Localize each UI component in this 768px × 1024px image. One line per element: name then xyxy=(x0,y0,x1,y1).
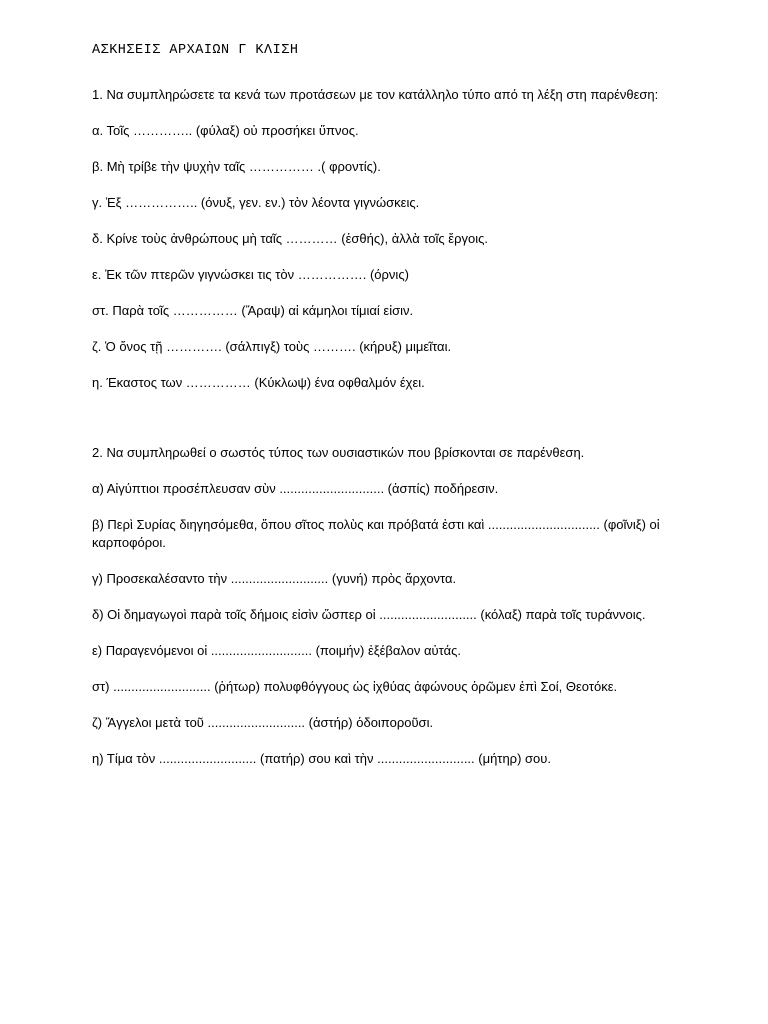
exercise-2-item-d: δ) Οἱ δημαγωγοὶ παρὰ τοῖς δήμοις εἰσὶν ὥσπερ οἱ ........................... (κόλαξ) παρὰ τοῖς τυράννοις. xyxy=(92,607,646,622)
exercise-1-item-h: η. Έκαστος των …………… (Κύκλωψ) ένα οφθαλμόν έχει. xyxy=(92,375,425,390)
exercise-2-item-e: ε) Παραγενόμενοι οἱ ............................ (ποιμήν) ἐξέβαλον αὐτάς. xyxy=(92,643,461,658)
exercise-2-item-g: ζ) Ἄγγελοι μετὰ τοῦ ........................... (ἀστήρ) ὁδοιποροῦσι. xyxy=(92,715,434,730)
exercise-section-2 xyxy=(92,444,692,768)
exercise-1-instruction: 1. Να συμπληρώσετε τα κενά των προτάσεων με τον κατάλληλο τύπο από τη λέξη στη παρένθεση: xyxy=(92,87,659,102)
exercise-1-item-b: β. Μὴ τρίβε τὴν ψυχὴν ταῖς …………… .( φροντίς). xyxy=(92,159,381,174)
exercise-2-item-f: στ) ........................... (ῥήτωρ) πολυφθόγγους ὡς ἰχθύας ἀφώνους ὁρῶμεν ἐπὶ Σοί, Θεοτόκε. xyxy=(92,679,618,694)
exercise-1-item-d: δ. Κρίνε τοὺς ἀνθρώπους μὴ ταῖς ………… (ἐσθής), ἀλλὰ τοῖς ἔργοις. xyxy=(92,231,488,246)
exercise-1-item-g: ζ. Ὁ ὄνος τῇ …………. (σάλπιγξ) τοὺς ………. (κήρυξ) μιμεῖται. xyxy=(92,339,452,354)
exercise-1-item-e: ε. Ἐκ τῶν πτερῶν γιγνώσκει τις τὸν ……………. (όρνις) xyxy=(92,267,409,282)
document-page xyxy=(92,40,692,768)
exercise-2-item-a: α) Αἰγύπτιοι προσέπλευσαν σὺν ............................. (ἀσπίς) ποδήρεσιν. xyxy=(92,481,499,496)
document-title: ΑΣΚΗΣΕΙΣ ΑΡΧΑΙΩΝ Γ ΚΛΙΣΗ xyxy=(92,43,299,58)
exercise-1-item-f: στ. Παρὰ τοῖς …………… (Ἄραψ) αἱ κάμηλοι τίμιαί εἰσιν. xyxy=(92,303,414,318)
exercise-2-item-b: β) Περὶ Συρίας διηγησόμεθα, ὅπου σῖτος πολὺς και πρόβατά ἐστι καὶ ............................... (φοῖνιξ) οἱ καρποφόροι. xyxy=(92,517,660,550)
exercise-1-item-c: γ. Ἐξ …………….. (όνυξ, γεν. εν.) τὸν λέοντα γιγνώσκεις. xyxy=(92,195,420,210)
exercise-2-instruction: 2. Να συμπληρωθεί ο σωστός τύπος των ουσιαστικών που βρίσκονται σε παρένθεση. xyxy=(92,445,585,460)
exercise-2-item-c: γ) Προσεκαλέσαντο τὴν ........................... (γυνή) πρὸς ἄρχοντα. xyxy=(92,571,457,586)
exercise-section-1 xyxy=(92,86,692,392)
exercise-1-item-a: α. Τοῖς ………….. (φύλαξ) οὐ προσήκει ὕπνος. xyxy=(92,123,359,138)
exercise-2-item-h: η) Τίμα τὸν ........................... (πατήρ) σου καὶ τὴν ........................... (μήτηρ) σου. xyxy=(92,751,551,766)
